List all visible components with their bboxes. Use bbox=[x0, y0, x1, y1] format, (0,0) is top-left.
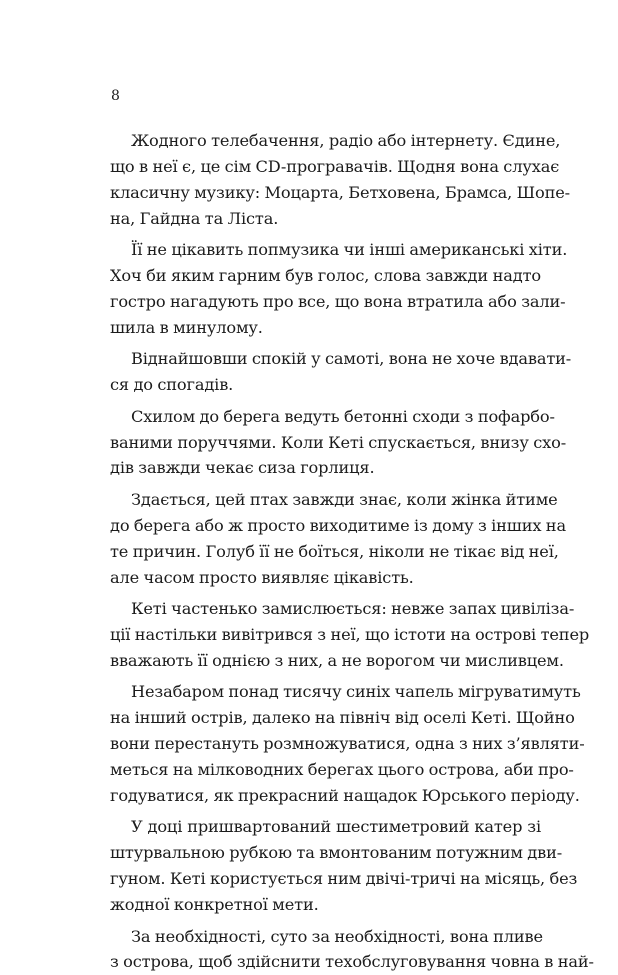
text-line: ції настільки вивітрився з неї, що істоти на острові тепер bbox=[110, 625, 590, 644]
text-line: Її не цікавить попмузика чи інші американські хіти. bbox=[131, 240, 568, 260]
text-line: вважають її однією з них, а не ворогом чи мисливцем. bbox=[110, 650, 564, 670]
text-line: жодної конкретної мети. bbox=[110, 895, 319, 915]
text-line: Віднайшовши спокій у самоті, вона не хоче вдавати- bbox=[131, 349, 572, 369]
text-line: меться на мілководних берегах цього острова, аби про- bbox=[110, 760, 574, 780]
text-line: те причин. Голуб її не боїться, ніколи не тікає від неї, bbox=[110, 541, 559, 561]
body-text bbox=[110, 128, 594, 975]
text-line: Кеті частенько замислюється: невже запах цивіліза- bbox=[131, 599, 575, 619]
text-line: У доці пришвартований шестиметровий катер зі bbox=[131, 817, 541, 837]
text-line: на, Гайдна та Ліста. bbox=[110, 208, 279, 228]
text-line: з острова, щоб здійснити техобслуговування човна в най- bbox=[110, 952, 594, 972]
text-line: що в неї є, це сім CD-програвачів. Щодня вона слухає bbox=[110, 156, 560, 176]
text-line: але часом просто виявляє цікавість. bbox=[110, 567, 414, 587]
text-line: ся до спогадів. bbox=[110, 375, 234, 395]
text-line: штурвальною рубкою та вмонтованим потужним дви- bbox=[110, 843, 563, 863]
text-line: За необхідності, суто за необхідності, вона пливе bbox=[131, 926, 543, 946]
text-line: гуном. Кеті користується ним двічі-тричі на місяць, без bbox=[110, 869, 578, 889]
text-line: Схилом до берега ведуть бетонні сходи з пофарбо- bbox=[131, 406, 555, 426]
text-line: класичну музику: Моцарта, Бетховена, Брамса, Шопе- bbox=[110, 182, 570, 202]
text-line: Здається, цей птах завжди знає, коли жінка йтиме bbox=[131, 489, 558, 509]
text-line: шила в минулому. bbox=[110, 317, 263, 337]
text-line: гостро нагадують про все, що вона втратила або зали- bbox=[110, 291, 566, 311]
text-line: до берега або ж просто виходитиме із дому з інших на bbox=[110, 515, 566, 535]
text-line: на інший острів, далеко на північ від оселі Кеті. Щойно bbox=[110, 708, 575, 728]
text-line: ваними поруччями. Коли Кеті спускається, внизу схо- bbox=[110, 432, 567, 452]
text-line: дів завжди чекає сиза горлиця. bbox=[110, 458, 375, 478]
text-line: Хоч би яким гарним був голос, слова завжди надто bbox=[110, 266, 541, 286]
text-line: Жодного телебачення, радіо або інтернету. Єдине, bbox=[131, 131, 561, 150]
text-line: Незабаром понад тисячу синіх чапель мігруватимуть bbox=[131, 682, 581, 702]
text-line: годуватися, як прекрасний нащадок Юрського періоду. bbox=[110, 785, 580, 805]
text-line: вони перестануть розмножуватися, одна з них з’являти- bbox=[110, 734, 585, 754]
page-number: 8 bbox=[111, 88, 120, 104]
